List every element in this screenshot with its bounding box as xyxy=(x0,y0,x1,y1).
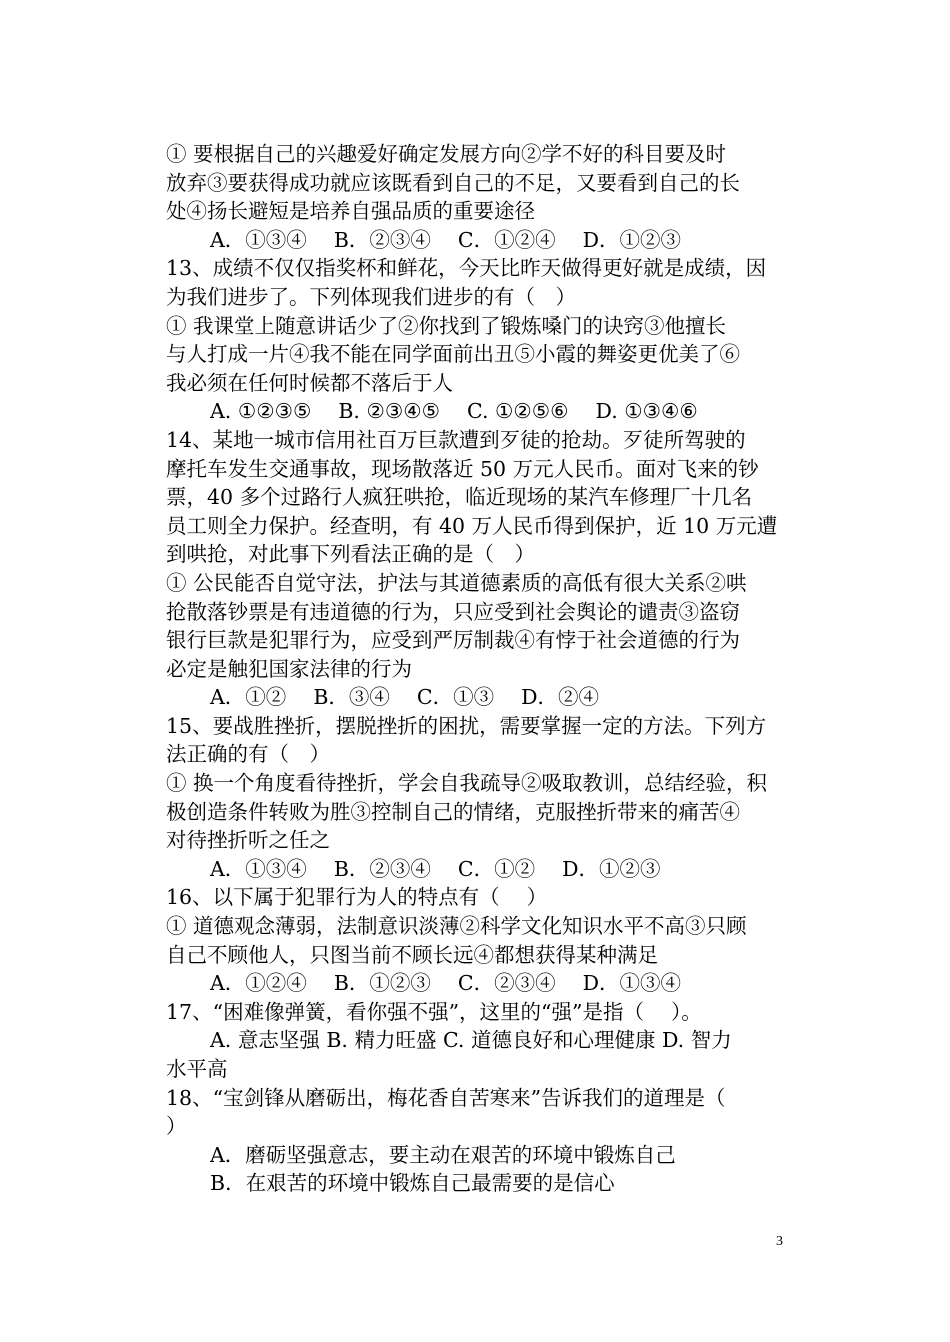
text-line: 银行巨款是犯罪行为，应受到严厉制裁④有悖于社会道德的行为 xyxy=(166,628,740,653)
text-line: 处④扬长避短是培养自强品质的重要途径 xyxy=(166,199,535,224)
answer-options-line: A．①③④ B．②③④ C．①②④ D．①②③ xyxy=(210,227,682,252)
text-line: 水平高 xyxy=(166,1057,228,1081)
text-line: ① 我课堂上随意讲话少了②你找到了锻炼嗓门的诀窍③他擅长 xyxy=(166,313,727,338)
text-line: 自己不顾他人，只图当前不顾长远④都想获得某种满足 xyxy=(166,942,658,967)
text-line: 16、以下属于犯罪行为人的特点有（ ） xyxy=(166,885,548,910)
text-line: 17、“困难像弹簧，看你强不强”，这里的“强”是指（ ）。 xyxy=(166,999,702,1024)
text-line: ） xyxy=(166,1114,187,1139)
text-line: ① 换一个角度看待挫折，学会自我疏导②吸取教训，总结经验，积 xyxy=(166,771,768,796)
text-line: 13、成绩不仅仅指奖杯和鲜花，今天比昨天做得更好就是成绩，因 xyxy=(166,256,767,281)
answer-options-line: A．①②④ B．①②③ C．②③④ D．①③④ xyxy=(210,971,682,996)
text-line: ① 公民能否自觉守法，护法与其道德素质的高低有很大关系②哄 xyxy=(166,570,747,595)
answer-options-line: A. 意志坚强 B. 精力旺盛 C. 道德良好和心理健康 D. 智力 xyxy=(210,1028,732,1053)
text-line: 必定是触犯国家法律的行为 xyxy=(166,656,412,681)
text-line: 员工则全力保护。经查明，有 40 万人民币得到保护，近 10 万元遭 xyxy=(166,513,778,538)
answer-options-line: A．①② B．③④ C．①③ D．②④ xyxy=(210,685,600,710)
text-line: 14、某地一城市信用社百万巨款遭到歹徒的抢劫。歹徒所驾驶的 xyxy=(166,427,746,452)
text-line: 放弃③要获得成功就应该既看到自己的不足，又要看到自己的长 xyxy=(166,170,740,195)
text-line: 与人打成一片④我不能在同学面前出丑⑤小霞的舞姿更优美了⑥ xyxy=(166,342,740,367)
text-line: 票，40 多个过路行人疯狂哄抢，临近现场的某汽车修理厂十几名 xyxy=(166,485,753,510)
text-line: 对待挫折听之任之 xyxy=(166,828,330,853)
text-line: 极创造条件转败为胜③控制自己的情绪，克服挫折带来的痛苦④ xyxy=(166,799,740,824)
page-content xyxy=(166,140,786,1198)
answer-options-line: B．在艰苦的环境中锻炼自己最需要的是信心 xyxy=(210,1171,615,1196)
answer-options-line: A．磨砺坚强意志，要主动在艰苦的环境中锻炼自己 xyxy=(210,1142,676,1167)
text-line: 为我们进步了。下列体现我们进步的有（ ） xyxy=(166,284,576,309)
text-line: 18、“宝剑锋从磨砺出，梅花香自苦寒来”告诉我们的道理是（ xyxy=(166,1085,726,1110)
text-line: 到哄抢，对此事下列看法正确的是（ ） xyxy=(166,542,535,567)
text-line: 法正确的有（ ） xyxy=(166,742,330,767)
text-line: 我必须在任何时候都不落后于人 xyxy=(166,370,453,395)
page-number: 3 xyxy=(776,1234,783,1249)
text-line: 抢散落钞票是有违道德的行为，只应受到社会舆论的谴责③盗窃 xyxy=(166,599,740,624)
answer-options-line: A. ①②③⑤ B. ②③④⑤ C. ①②⑤⑥ D. ①③④⑥ xyxy=(210,399,698,424)
text-line: 15、要战胜挫折，摆脱挫折的困扰，需要掌握一定的方法。下列方 xyxy=(166,713,767,738)
text-line: 摩托车发生交通事故，现场散落近 50 万元人民币。面对飞来的钞 xyxy=(166,456,759,481)
answer-options-line: A．①③④ B．②③④ C．①② D．①②③ xyxy=(210,856,661,881)
text-line: ① 道德观念薄弱，法制意识淡薄②科学文化知识水平不高③只顾 xyxy=(166,914,747,939)
text-line: ① 要根据自己的兴趣爱好确定发展方向②学不好的科目要及时 xyxy=(166,142,727,166)
